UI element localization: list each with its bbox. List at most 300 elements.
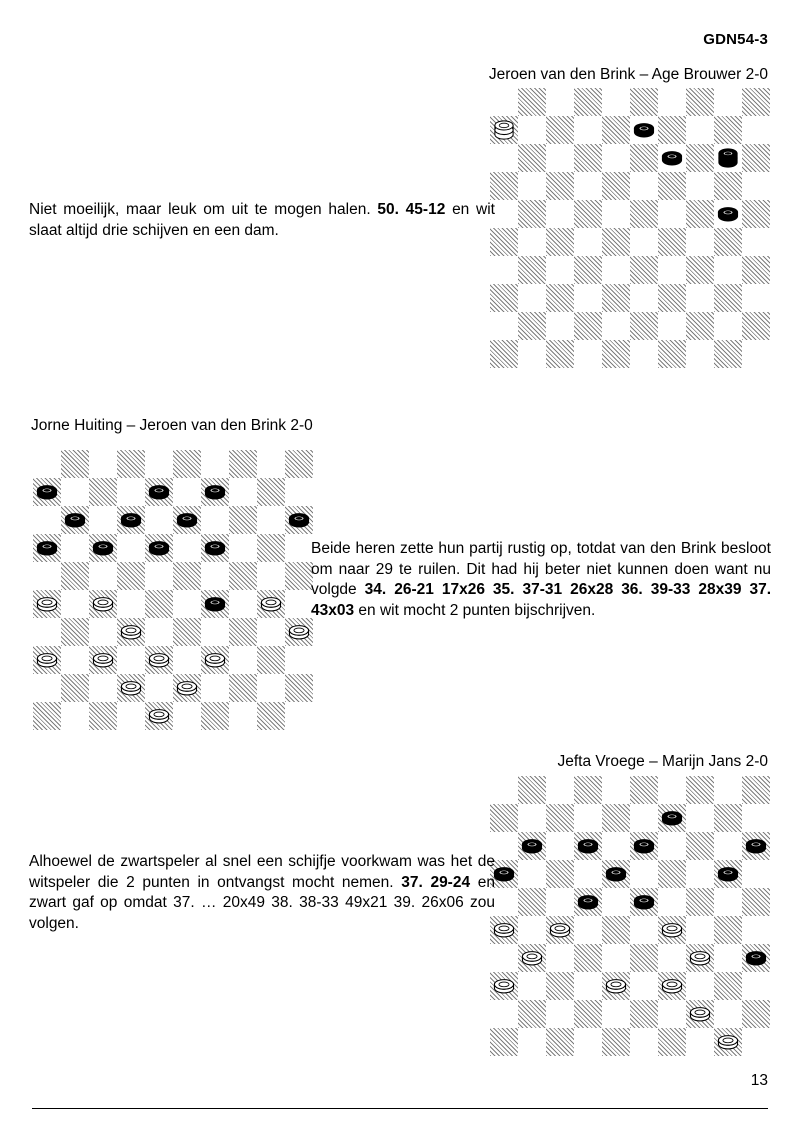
board-square-light[interactable]	[574, 1028, 602, 1056]
board-square-dark[interactable]	[257, 646, 285, 674]
piece-black-man-icon[interactable]	[36, 537, 57, 558]
board-square-dark[interactable]	[229, 450, 257, 478]
board-square-light[interactable]	[714, 312, 742, 340]
piece-white-man-icon[interactable]	[120, 677, 141, 698]
board-square-dark[interactable]	[145, 478, 173, 506]
board-square-light[interactable]	[89, 450, 117, 478]
board-square-light[interactable]	[714, 88, 742, 116]
board-square-light[interactable]	[742, 340, 770, 368]
board-square-light[interactable]	[285, 590, 313, 618]
board-square-light[interactable]	[257, 450, 285, 478]
piece-black-man-icon[interactable]	[36, 481, 57, 502]
board-square-dark[interactable]	[518, 776, 546, 804]
board-square-light[interactable]	[145, 450, 173, 478]
board-square-dark[interactable]	[145, 646, 173, 674]
board-square-dark[interactable]	[89, 478, 117, 506]
piece-white-man-icon[interactable]	[36, 593, 57, 614]
board-square-dark[interactable]	[602, 284, 630, 312]
board-square-light[interactable]	[33, 562, 61, 590]
board-square-light[interactable]	[714, 776, 742, 804]
board-square-dark[interactable]	[285, 674, 313, 702]
board-square-dark[interactable]	[546, 804, 574, 832]
board-square-dark[interactable]	[686, 1000, 714, 1028]
board-square-light[interactable]	[490, 88, 518, 116]
board-square-light[interactable]	[630, 228, 658, 256]
board-square-light[interactable]	[490, 312, 518, 340]
board-square-dark[interactable]	[490, 116, 518, 144]
board-square-light[interactable]	[285, 702, 313, 730]
board-square-light[interactable]	[546, 312, 574, 340]
board-square-light[interactable]	[257, 506, 285, 534]
board-square-dark[interactable]	[257, 590, 285, 618]
board-square-light[interactable]	[742, 972, 770, 1000]
piece-white-man-icon[interactable]	[521, 947, 542, 968]
board-square-light[interactable]	[546, 88, 574, 116]
board-square-light[interactable]	[574, 804, 602, 832]
board-square-light[interactable]	[518, 804, 546, 832]
piece-white-man-icon[interactable]	[176, 677, 197, 698]
board-square-dark[interactable]	[714, 804, 742, 832]
board-square-dark[interactable]	[145, 702, 173, 730]
board-square-light[interactable]	[742, 172, 770, 200]
board-square-dark[interactable]	[742, 888, 770, 916]
board-square-light[interactable]	[546, 200, 574, 228]
piece-white-man-icon[interactable]	[717, 1031, 738, 1052]
board-square-dark[interactable]	[546, 228, 574, 256]
board-square-light[interactable]	[574, 972, 602, 1000]
board-square-dark[interactable]	[173, 674, 201, 702]
piece-black-man-icon[interactable]	[717, 203, 738, 224]
board-square-dark[interactable]	[742, 88, 770, 116]
board-square-light[interactable]	[145, 506, 173, 534]
board-square-light[interactable]	[89, 674, 117, 702]
board-square-dark[interactable]	[658, 228, 686, 256]
board-square-light[interactable]	[546, 832, 574, 860]
board-square-dark[interactable]	[173, 562, 201, 590]
board-square-dark[interactable]	[686, 312, 714, 340]
board-square-dark[interactable]	[285, 506, 313, 534]
board-square-dark[interactable]	[602, 916, 630, 944]
board-square-light[interactable]	[61, 478, 89, 506]
piece-black-man-icon[interactable]	[661, 807, 682, 828]
board-square-light[interactable]	[546, 1000, 574, 1028]
board-square-dark[interactable]	[89, 702, 117, 730]
board-square-dark[interactable]	[201, 534, 229, 562]
board-square-dark[interactable]	[89, 534, 117, 562]
board-square-dark[interactable]	[658, 972, 686, 1000]
board-square-dark[interactable]	[602, 340, 630, 368]
piece-black-man-icon[interactable]	[521, 835, 542, 856]
board-square-light[interactable]	[686, 860, 714, 888]
game-3-board[interactable]	[490, 776, 770, 1056]
board-square-light[interactable]	[742, 284, 770, 312]
board-square-dark[interactable]	[518, 312, 546, 340]
board-square-light[interactable]	[742, 228, 770, 256]
board-square-light[interactable]	[574, 860, 602, 888]
piece-black-man-icon[interactable]	[288, 509, 309, 530]
board-square-dark[interactable]	[89, 590, 117, 618]
board-square-dark[interactable]	[574, 88, 602, 116]
piece-black-man-icon[interactable]	[176, 509, 197, 530]
board-square-dark[interactable]	[285, 562, 313, 590]
board-square-light[interactable]	[574, 172, 602, 200]
piece-white-man-icon[interactable]	[148, 705, 169, 726]
board-square-dark[interactable]	[117, 450, 145, 478]
board-square-dark[interactable]	[490, 972, 518, 1000]
board-square-dark[interactable]	[686, 832, 714, 860]
board-square-light[interactable]	[61, 590, 89, 618]
board-square-dark[interactable]	[173, 450, 201, 478]
piece-white-man-icon[interactable]	[288, 621, 309, 642]
board-square-dark[interactable]	[742, 312, 770, 340]
board-square-dark[interactable]	[742, 144, 770, 172]
board-square-dark[interactable]	[33, 534, 61, 562]
board-square-dark[interactable]	[229, 562, 257, 590]
board-square-light[interactable]	[602, 144, 630, 172]
board-square-light[interactable]	[257, 618, 285, 646]
board-square-dark[interactable]	[630, 944, 658, 972]
board-square-light[interactable]	[518, 916, 546, 944]
board-square-light[interactable]	[33, 450, 61, 478]
board-square-dark[interactable]	[201, 478, 229, 506]
board-square-dark[interactable]	[686, 256, 714, 284]
board-square-dark[interactable]	[201, 590, 229, 618]
board-square-dark[interactable]	[61, 562, 89, 590]
board-square-light[interactable]	[686, 972, 714, 1000]
board-square-light[interactable]	[602, 832, 630, 860]
board-square-light[interactable]	[574, 916, 602, 944]
board-square-light[interactable]	[89, 506, 117, 534]
board-square-light[interactable]	[257, 674, 285, 702]
board-square-light[interactable]	[173, 478, 201, 506]
board-square-light[interactable]	[658, 312, 686, 340]
piece-white-man-icon[interactable]	[260, 593, 281, 614]
board-square-light[interactable]	[173, 590, 201, 618]
board-square-light[interactable]	[173, 702, 201, 730]
board-square-light[interactable]	[658, 776, 686, 804]
board-square-light[interactable]	[602, 312, 630, 340]
board-square-dark[interactable]	[117, 674, 145, 702]
board-square-dark[interactable]	[61, 674, 89, 702]
board-square-dark[interactable]	[173, 506, 201, 534]
board-square-dark[interactable]	[574, 256, 602, 284]
board-square-light[interactable]	[33, 618, 61, 646]
board-square-dark[interactable]	[686, 888, 714, 916]
piece-white-man-icon[interactable]	[36, 649, 57, 670]
board-square-dark[interactable]	[33, 702, 61, 730]
piece-black-man-icon[interactable]	[745, 835, 766, 856]
board-square-dark[interactable]	[201, 702, 229, 730]
board-square-dark[interactable]	[574, 1000, 602, 1028]
board-square-dark[interactable]	[229, 506, 257, 534]
board-square-light[interactable]	[630, 1028, 658, 1056]
piece-white-man-icon[interactable]	[493, 919, 514, 940]
piece-white-man-icon[interactable]	[493, 975, 514, 996]
board-square-dark[interactable]	[658, 116, 686, 144]
board-square-dark[interactable]	[574, 312, 602, 340]
board-square-light[interactable]	[518, 1028, 546, 1056]
board-square-light[interactable]	[658, 144, 686, 172]
board-square-dark[interactable]	[714, 228, 742, 256]
board-square-light[interactable]	[201, 506, 229, 534]
board-square-light[interactable]	[686, 228, 714, 256]
piece-black-man-icon[interactable]	[148, 537, 169, 558]
board-square-dark[interactable]	[630, 776, 658, 804]
board-square-dark[interactable]	[658, 860, 686, 888]
board-square-dark[interactable]	[518, 944, 546, 972]
board-square-dark[interactable]	[658, 284, 686, 312]
board-square-light[interactable]	[117, 534, 145, 562]
board-square-dark[interactable]	[117, 618, 145, 646]
board-square-light[interactable]	[201, 618, 229, 646]
board-square-dark[interactable]	[714, 860, 742, 888]
board-square-dark[interactable]	[658, 340, 686, 368]
board-square-light[interactable]	[686, 284, 714, 312]
board-square-dark[interactable]	[229, 618, 257, 646]
board-square-light[interactable]	[518, 972, 546, 1000]
board-square-dark[interactable]	[257, 534, 285, 562]
board-square-dark[interactable]	[714, 916, 742, 944]
board-square-light[interactable]	[546, 256, 574, 284]
board-square-light[interactable]	[686, 1028, 714, 1056]
board-square-light[interactable]	[658, 200, 686, 228]
board-square-dark[interactable]	[490, 284, 518, 312]
board-square-dark[interactable]	[658, 916, 686, 944]
board-square-light[interactable]	[285, 534, 313, 562]
piece-black-man-icon[interactable]	[204, 593, 225, 614]
board-square-light[interactable]	[630, 116, 658, 144]
board-square-dark[interactable]	[630, 144, 658, 172]
board-square-light[interactable]	[61, 702, 89, 730]
board-square-dark[interactable]	[574, 776, 602, 804]
board-square-dark[interactable]	[546, 340, 574, 368]
board-square-light[interactable]	[229, 702, 257, 730]
board-square-dark[interactable]	[490, 172, 518, 200]
board-square-light[interactable]	[574, 116, 602, 144]
board-square-light[interactable]	[546, 888, 574, 916]
board-square-light[interactable]	[518, 172, 546, 200]
board-square-dark[interactable]	[117, 506, 145, 534]
board-square-dark[interactable]	[630, 888, 658, 916]
board-square-light[interactable]	[546, 944, 574, 972]
board-square-dark[interactable]	[602, 172, 630, 200]
board-square-dark[interactable]	[742, 200, 770, 228]
board-square-light[interactable]	[658, 832, 686, 860]
board-square-dark[interactable]	[574, 200, 602, 228]
piece-white-man-icon[interactable]	[689, 947, 710, 968]
board-square-light[interactable]	[574, 228, 602, 256]
board-square-light[interactable]	[602, 256, 630, 284]
board-square-light[interactable]	[742, 804, 770, 832]
board-square-light[interactable]	[145, 562, 173, 590]
board-square-light[interactable]	[686, 116, 714, 144]
board-square-light[interactable]	[714, 944, 742, 972]
board-square-light[interactable]	[229, 590, 257, 618]
board-square-dark[interactable]	[630, 200, 658, 228]
piece-white-man-icon[interactable]	[148, 649, 169, 670]
board-square-light[interactable]	[518, 860, 546, 888]
piece-white-man-icon[interactable]	[204, 649, 225, 670]
piece-white-man-icon[interactable]	[689, 1003, 710, 1024]
board-square-dark[interactable]	[714, 172, 742, 200]
board-square-light[interactable]	[285, 646, 313, 674]
board-square-dark[interactable]	[117, 562, 145, 590]
board-square-dark[interactable]	[686, 776, 714, 804]
board-square-light[interactable]	[229, 646, 257, 674]
board-square-light[interactable]	[602, 1000, 630, 1028]
board-square-light[interactable]	[173, 534, 201, 562]
board-square-light[interactable]	[201, 562, 229, 590]
board-square-light[interactable]	[714, 200, 742, 228]
board-square-dark[interactable]	[285, 618, 313, 646]
board-square-dark[interactable]	[490, 1028, 518, 1056]
board-square-dark[interactable]	[201, 646, 229, 674]
board-square-light[interactable]	[630, 284, 658, 312]
board-square-light[interactable]	[714, 256, 742, 284]
board-square-light[interactable]	[742, 1028, 770, 1056]
board-square-dark[interactable]	[33, 646, 61, 674]
piece-white-man-icon[interactable]	[661, 919, 682, 940]
piece-black-man-icon[interactable]	[745, 947, 766, 968]
piece-white-man-icon[interactable]	[605, 975, 626, 996]
board-square-light[interactable]	[686, 340, 714, 368]
piece-black-man-icon[interactable]	[661, 147, 682, 168]
board-square-dark[interactable]	[742, 776, 770, 804]
board-square-dark[interactable]	[686, 88, 714, 116]
board-square-dark[interactable]	[602, 1028, 630, 1056]
board-square-light[interactable]	[145, 674, 173, 702]
board-square-light[interactable]	[490, 944, 518, 972]
board-square-light[interactable]	[201, 450, 229, 478]
board-square-light[interactable]	[33, 674, 61, 702]
piece-white-king-icon[interactable]	[493, 119, 514, 140]
board-square-light[interactable]	[742, 116, 770, 144]
piece-black-man-icon[interactable]	[577, 891, 598, 912]
board-square-dark[interactable]	[173, 618, 201, 646]
board-square-dark[interactable]	[602, 804, 630, 832]
board-square-dark[interactable]	[714, 1028, 742, 1056]
board-square-light[interactable]	[602, 88, 630, 116]
board-square-light[interactable]	[630, 172, 658, 200]
board-square-light[interactable]	[686, 804, 714, 832]
board-square-dark[interactable]	[630, 832, 658, 860]
board-square-light[interactable]	[33, 506, 61, 534]
board-square-light[interactable]	[61, 534, 89, 562]
board-square-dark[interactable]	[518, 888, 546, 916]
board-square-dark[interactable]	[145, 534, 173, 562]
board-square-dark[interactable]	[257, 702, 285, 730]
board-square-light[interactable]	[574, 284, 602, 312]
board-square-dark[interactable]	[518, 832, 546, 860]
board-square-light[interactable]	[658, 944, 686, 972]
board-square-light[interactable]	[89, 618, 117, 646]
board-square-light[interactable]	[686, 916, 714, 944]
board-square-dark[interactable]	[714, 340, 742, 368]
board-square-dark[interactable]	[630, 256, 658, 284]
board-square-dark[interactable]	[518, 88, 546, 116]
board-square-dark[interactable]	[89, 646, 117, 674]
board-square-dark[interactable]	[574, 832, 602, 860]
board-square-light[interactable]	[602, 776, 630, 804]
board-square-dark[interactable]	[546, 972, 574, 1000]
board-square-light[interactable]	[714, 832, 742, 860]
piece-black-man-icon[interactable]	[120, 509, 141, 530]
board-square-light[interactable]	[630, 860, 658, 888]
piece-white-man-icon[interactable]	[92, 649, 113, 670]
board-square-dark[interactable]	[714, 284, 742, 312]
piece-black-king-icon[interactable]	[717, 147, 738, 168]
board-square-light[interactable]	[117, 590, 145, 618]
board-square-light[interactable]	[658, 1000, 686, 1028]
board-square-light[interactable]	[630, 916, 658, 944]
board-square-light[interactable]	[89, 562, 117, 590]
piece-black-man-icon[interactable]	[633, 119, 654, 140]
board-square-dark[interactable]	[630, 1000, 658, 1028]
piece-white-man-icon[interactable]	[549, 919, 570, 940]
piece-white-man-icon[interactable]	[661, 975, 682, 996]
board-square-dark[interactable]	[61, 506, 89, 534]
board-square-dark[interactable]	[574, 944, 602, 972]
piece-black-man-icon[interactable]	[64, 509, 85, 530]
board-square-dark[interactable]	[546, 116, 574, 144]
board-square-light[interactable]	[602, 944, 630, 972]
board-square-light[interactable]	[658, 88, 686, 116]
piece-black-man-icon[interactable]	[92, 537, 113, 558]
board-square-light[interactable]	[742, 916, 770, 944]
board-square-dark[interactable]	[602, 116, 630, 144]
board-square-light[interactable]	[117, 478, 145, 506]
board-square-dark[interactable]	[630, 312, 658, 340]
board-square-light[interactable]	[630, 804, 658, 832]
board-square-dark[interactable]	[518, 200, 546, 228]
board-square-dark[interactable]	[742, 944, 770, 972]
board-square-light[interactable]	[658, 256, 686, 284]
board-square-light[interactable]	[490, 256, 518, 284]
board-square-dark[interactable]	[658, 172, 686, 200]
board-square-dark[interactable]	[742, 1000, 770, 1028]
board-square-dark[interactable]	[518, 144, 546, 172]
piece-black-man-icon[interactable]	[204, 481, 225, 502]
game-1-board[interactable]	[490, 88, 770, 368]
board-square-dark[interactable]	[714, 972, 742, 1000]
board-square-light[interactable]	[658, 888, 686, 916]
board-square-dark[interactable]	[742, 832, 770, 860]
board-square-dark[interactable]	[714, 116, 742, 144]
board-square-light[interactable]	[574, 340, 602, 368]
piece-black-man-icon[interactable]	[717, 863, 738, 884]
board-square-dark[interactable]	[285, 450, 313, 478]
board-square-light[interactable]	[714, 1000, 742, 1028]
board-square-dark[interactable]	[257, 478, 285, 506]
board-square-light[interactable]	[257, 562, 285, 590]
board-square-light[interactable]	[229, 534, 257, 562]
board-square-light[interactable]	[173, 646, 201, 674]
board-square-light[interactable]	[630, 972, 658, 1000]
piece-black-man-icon[interactable]	[605, 863, 626, 884]
board-square-dark[interactable]	[33, 590, 61, 618]
piece-black-man-icon[interactable]	[204, 537, 225, 558]
board-square-dark[interactable]	[490, 340, 518, 368]
board-square-dark[interactable]	[686, 200, 714, 228]
board-square-light[interactable]	[630, 340, 658, 368]
board-square-light[interactable]	[490, 144, 518, 172]
board-square-dark[interactable]	[546, 284, 574, 312]
board-square-dark[interactable]	[658, 804, 686, 832]
board-square-dark[interactable]	[686, 944, 714, 972]
board-square-dark[interactable]	[658, 1028, 686, 1056]
board-square-light[interactable]	[285, 478, 313, 506]
board-square-dark[interactable]	[61, 450, 89, 478]
